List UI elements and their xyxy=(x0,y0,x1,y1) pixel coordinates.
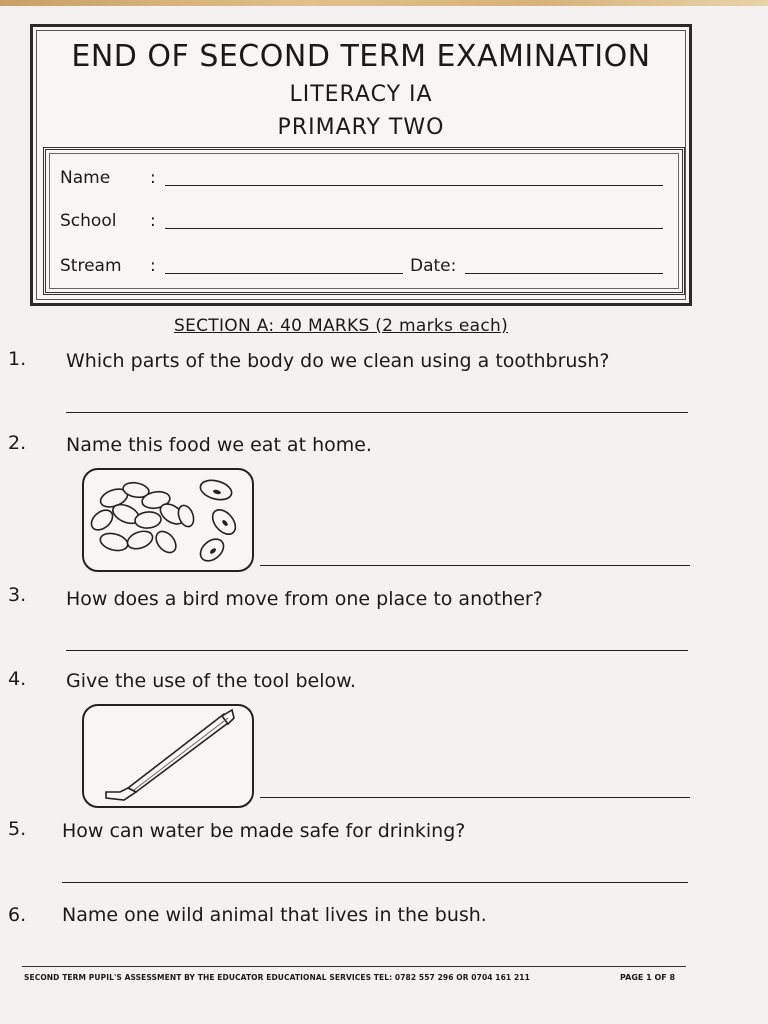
tool-picture-frame xyxy=(82,704,254,808)
question-number: 4. xyxy=(8,668,27,690)
name-label: Name xyxy=(60,168,111,188)
question-text: How does a bird move from one place to another? xyxy=(66,588,543,610)
answer-line[interactable] xyxy=(260,565,690,566)
answer-line[interactable] xyxy=(66,412,688,413)
question-text: Name one wild animal that lives in the bush. xyxy=(62,904,487,926)
paper-edge xyxy=(0,0,768,6)
question-text: Give the use of the tool below. xyxy=(66,670,356,692)
question-number: 5. xyxy=(8,818,27,840)
footer-publisher: SECOND TERM PUPIL'S ASSESSMENT BY THE EDUCATOR EDUCATIONAL SERVICES TEL: 0782 557 296 OR 0704 161 211 xyxy=(24,973,530,982)
school-colon: : xyxy=(150,211,156,231)
tool-icon xyxy=(84,706,250,804)
pupil-info-box xyxy=(43,147,685,295)
section-heading: SECTION A: 40 MARKS (2 marks each) xyxy=(174,316,509,336)
exam-title: END OF SECOND TERM EXAMINATION xyxy=(71,39,651,74)
stream-field[interactable] xyxy=(165,273,403,274)
beans-icon xyxy=(84,470,250,568)
answer-line[interactable] xyxy=(62,882,688,883)
page-number: PAGE 1 OF 8 xyxy=(620,973,676,982)
question-number: 6. xyxy=(8,904,27,926)
stream-label: Stream xyxy=(60,256,122,276)
school-field[interactable] xyxy=(165,228,663,229)
name-field[interactable] xyxy=(165,185,663,186)
exam-header xyxy=(30,24,692,306)
question-text: Name this food we eat at home. xyxy=(66,434,372,456)
school-label: School xyxy=(60,211,117,231)
date-field[interactable] xyxy=(465,273,663,274)
question-number: 2. xyxy=(8,432,27,454)
answer-line[interactable] xyxy=(260,797,690,798)
subject-title: LITERACY IA xyxy=(289,82,433,107)
question-number: 1. xyxy=(8,348,27,370)
answer-line[interactable] xyxy=(66,650,688,651)
name-colon: : xyxy=(150,168,156,188)
beans-picture-frame xyxy=(82,468,254,572)
question-text: Which parts of the body do we clean using a toothbrush? xyxy=(66,350,610,372)
stream-colon: : xyxy=(150,256,156,276)
question-text: How can water be made safe for drinking? xyxy=(62,820,466,842)
class-level: PRIMARY TWO xyxy=(277,115,445,140)
question-number: 3. xyxy=(8,584,27,606)
footer-divider xyxy=(22,966,686,967)
date-label: Date: xyxy=(410,256,457,276)
